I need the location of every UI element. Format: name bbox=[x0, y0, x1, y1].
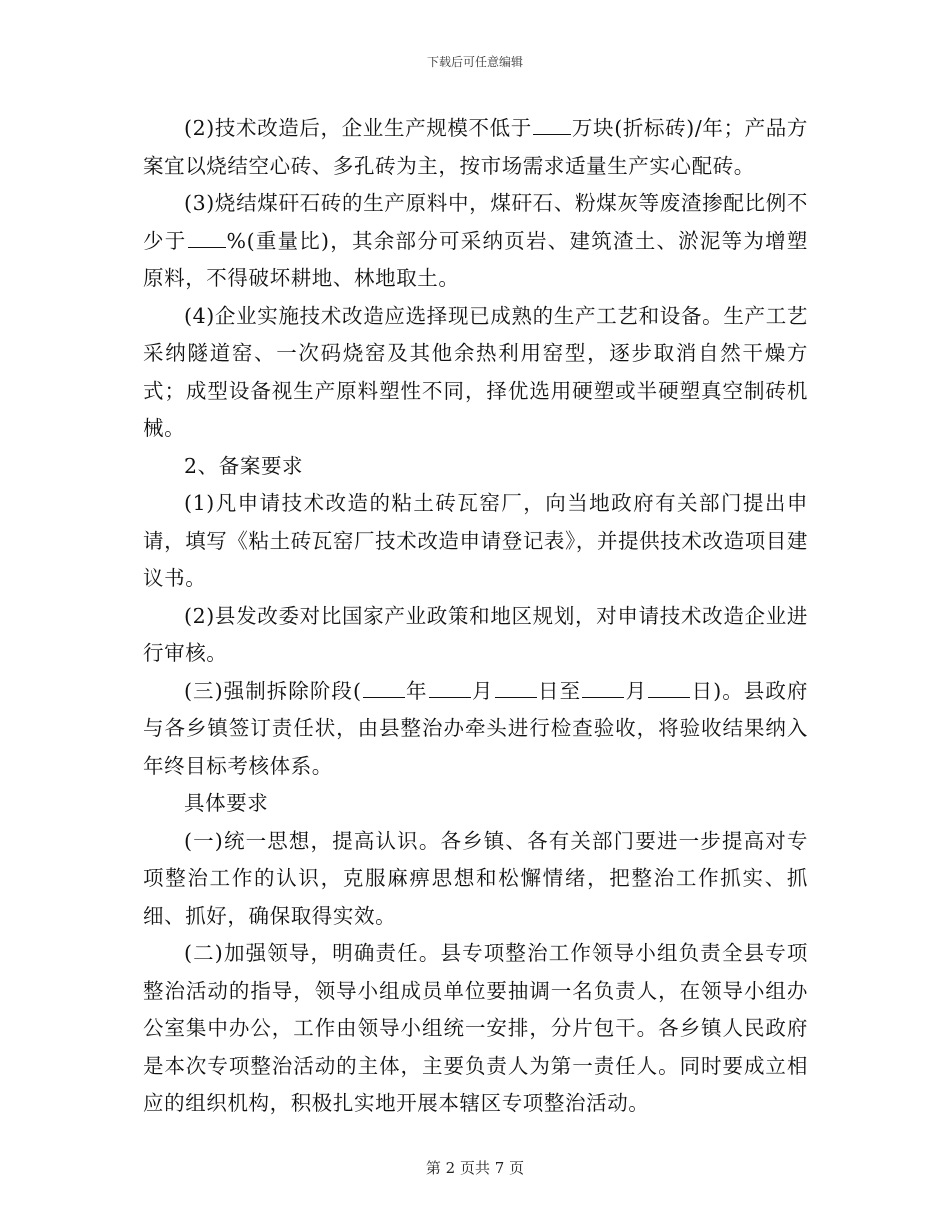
paragraph-demolition-stage bbox=[143, 673, 808, 786]
paragraph-text: (3)烧结煤矸石砖的生产原料中，煤矸石、粉煤灰等废渣掺配比例不少于 bbox=[143, 191, 808, 253]
paragraph-text: 月 bbox=[471, 678, 494, 703]
section-heading-filing: 2、备案要求 bbox=[184, 453, 304, 478]
paragraph-text: %(重量比)，其余部分可采纳页岩、建筑渣土、淤泥等为增塑原料，不得破坏耕地、林地取土。 bbox=[143, 228, 809, 290]
paragraph-text: 日)。县政府与各乡镇签订责任状，由县整治办牵头进行检查验收，将验收结果纳入年终目标考核体系。 bbox=[143, 678, 808, 778]
fill-in-blank bbox=[363, 676, 405, 698]
page-header: 下载后可任意编辑 bbox=[426, 55, 523, 69]
paragraph-application: (1)凡申请技术改造的粘土砖瓦窑厂，向当地政府有关部门提出申请，填写《粘土砖瓦窑厂技术改造申请登记表》，并提供技术改造项目建议书。 bbox=[143, 491, 808, 590]
paragraph-production-scale bbox=[143, 110, 808, 185]
fill-in-blank bbox=[533, 114, 571, 136]
document-body bbox=[143, 110, 808, 1123]
paragraph-unify-thinking: (一)统一思想，提高认识。各乡镇、各有关部门要进一步提高对专项整治工作的认识，克服麻痹思想和松懈情绪，把整治工作抓实、抓细、抓好，确保取得实效。 bbox=[143, 828, 808, 928]
fill-in-blank bbox=[648, 676, 690, 698]
paragraph-text: 年 bbox=[405, 678, 428, 703]
paragraph-text: 万块(折标砖)/年；产品方案宜以烧结空心砖、多孔砖为主，按市场需求适量生产实心配砖。 bbox=[143, 116, 809, 178]
paragraph-text: (三)强制拆除阶段( bbox=[184, 678, 362, 703]
paragraph-leadership: (二)加强领导，明确责任。县专项整治工作领导小组负责全县专项整治活动的指导，领导小组成员单位要抽调一名负责人，在领导小组办公室集中办公，工作由领导小组统一安排，分片包干。各乡镇人民政府是本次专项整治活动的主体，主要负责人为第一责任人。同时要成立相应的组织机构，积极扎实地开展本辖区专项整治活动。 bbox=[143, 941, 808, 1115]
fill-in-blank bbox=[495, 676, 537, 698]
page-number: 第 2 页共 7 页 bbox=[425, 1159, 525, 1177]
section-heading-requirements: 具体要求 bbox=[184, 791, 269, 815]
fill-in-blank bbox=[188, 226, 226, 248]
paragraph-text: 月 bbox=[625, 678, 648, 703]
paragraph-raw-materials bbox=[143, 185, 808, 298]
paragraph-review: (2)县发改委对比国家产业政策和地区规划，对申请技术改造企业进行审核。 bbox=[143, 603, 808, 665]
paragraph-process-equipment: (4)企业实施技术改造应选择现已成熟的生产工艺和设备。生产工艺采纳隧道窑、一次码烧窑及其他余热利用窑型，逐步取消自然干燥方式；成型设备视生产原料塑性不同，择优选用硬塑或半硬塑真空制砖机械。 bbox=[143, 303, 808, 440]
paragraph-text: (2)技术改造后，企业生产规模不低于 bbox=[184, 116, 532, 140]
fill-in-blank bbox=[582, 676, 624, 698]
paragraph-text: 日至 bbox=[537, 678, 582, 703]
fill-in-blank bbox=[429, 676, 471, 698]
